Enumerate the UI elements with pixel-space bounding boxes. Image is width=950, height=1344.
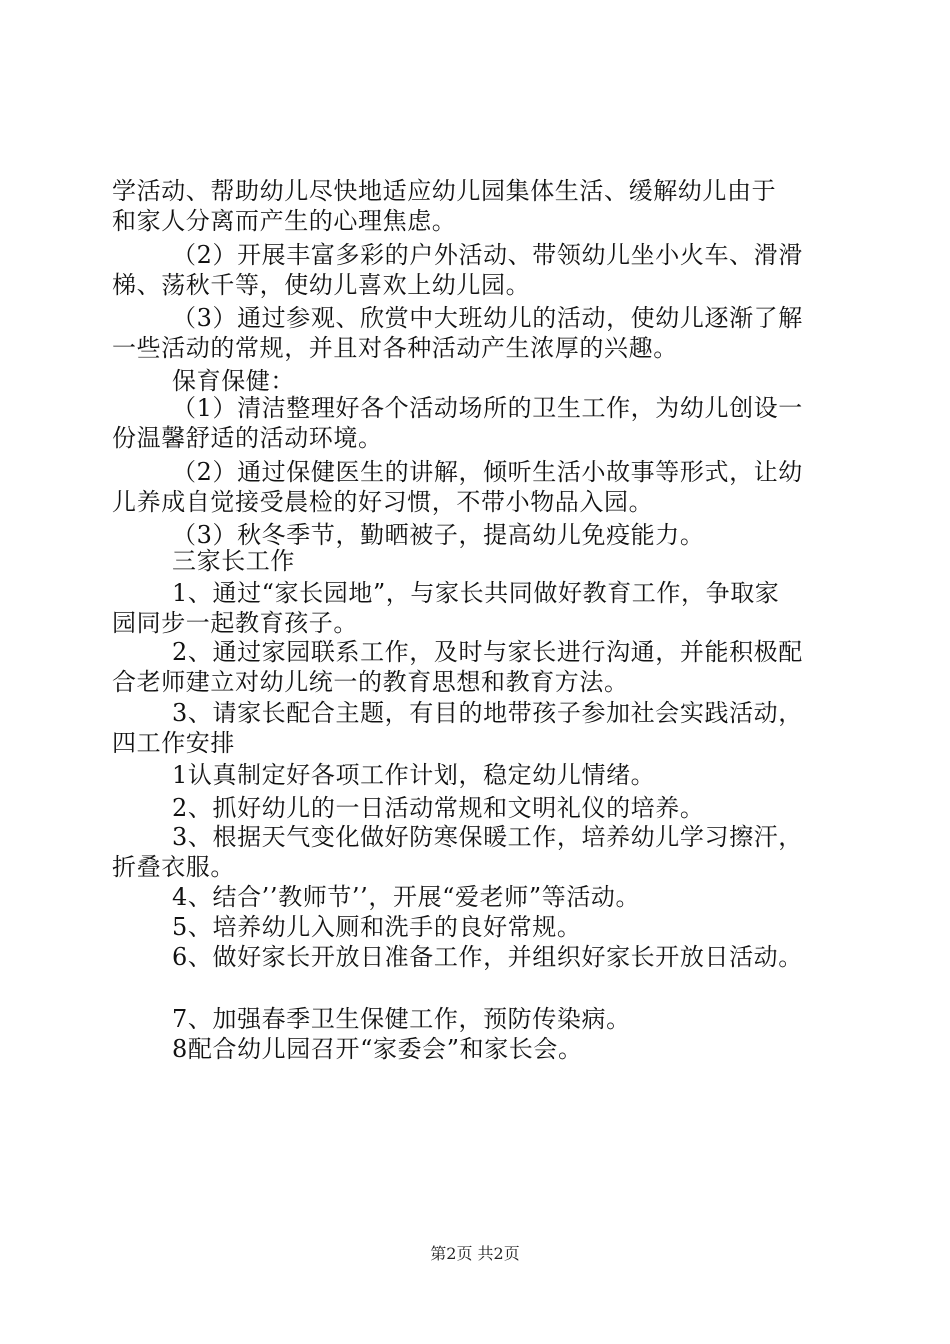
text-line: 5、培养幼儿入厕和洗手的良好常规。	[172, 913, 582, 941]
section-heading: 四工作安排	[112, 729, 235, 757]
text-line: 3、请家长配合主题，有目的地带孩子参加社会实践活动，	[172, 699, 803, 727]
text-line: 3、根据天气变化做好防寒保暖工作，培养幼儿学习擦汗，	[172, 823, 803, 851]
text-line: （3）通过参观、欣赏中大班幼儿的活动，使幼儿逐渐了解	[172, 304, 803, 332]
text-line: 8配合幼儿园召开“家委会”和家长会。	[172, 1035, 583, 1063]
text-line: （3）秋冬季节，勤晒被子，提高幼儿免疫能力。	[172, 521, 705, 549]
page-number-footer: 第2页 共2页	[430, 1244, 520, 1263]
text-line: 6、做好家长开放日准备工作，并组织好家长开放日活动。	[172, 943, 803, 971]
section-heading: 三家长工作	[172, 547, 295, 575]
text-line: 份温馨舒适的活动环境。	[112, 424, 383, 452]
text-line: 合老师建立对幼儿统一的教育思想和教育方法。	[112, 668, 629, 696]
text-line: 4、结合’’教师节’’，开展“爱老师”等活动。	[172, 883, 641, 911]
text-line: 学活动、帮助幼儿尽快地适应幼儿园集体生活、缓解幼儿由于	[112, 177, 777, 205]
section-heading: 保育保健：	[172, 367, 295, 395]
text-line: （1）清洁整理好各个活动场所的卫生工作，为幼儿创设一	[172, 394, 803, 422]
text-line: 1认真制定好各项工作计划，稳定幼儿情绪。	[172, 761, 656, 789]
text-line: 1、通过“家长园地”，与家长共同做好教育工作，争取家	[172, 579, 780, 607]
text-line: 园同步一起教育孩子。	[112, 609, 358, 637]
text-line: 7、加强春季卫生保健工作，预防传染病。	[172, 1005, 631, 1033]
text-line: （2）通过保健医生的讲解，倾听生活小故事等形式，让幼	[172, 458, 803, 486]
text-line: 儿养成自觉接受晨检的好习惯，不带小物品入园。	[112, 488, 654, 516]
text-line: 梯、荡秋千等，使幼儿喜欢上幼儿园。	[112, 271, 531, 299]
text-line: 和家人分离而产生的心理焦虑。	[112, 207, 457, 235]
text-line: 一些活动的常规，并且对各种活动产生浓厚的兴趣。	[112, 334, 678, 362]
text-line: 2、通过家园联系工作，及时与家长进行沟通，并能积极配	[172, 638, 803, 666]
text-line: 折叠衣服。	[112, 853, 235, 881]
text-line: 2、抓好幼儿的一日活动常规和文明礼仪的培养。	[172, 794, 705, 822]
text-line: （2）开展丰富多彩的户外活动、带领幼儿坐小火车、滑滑	[172, 241, 803, 269]
